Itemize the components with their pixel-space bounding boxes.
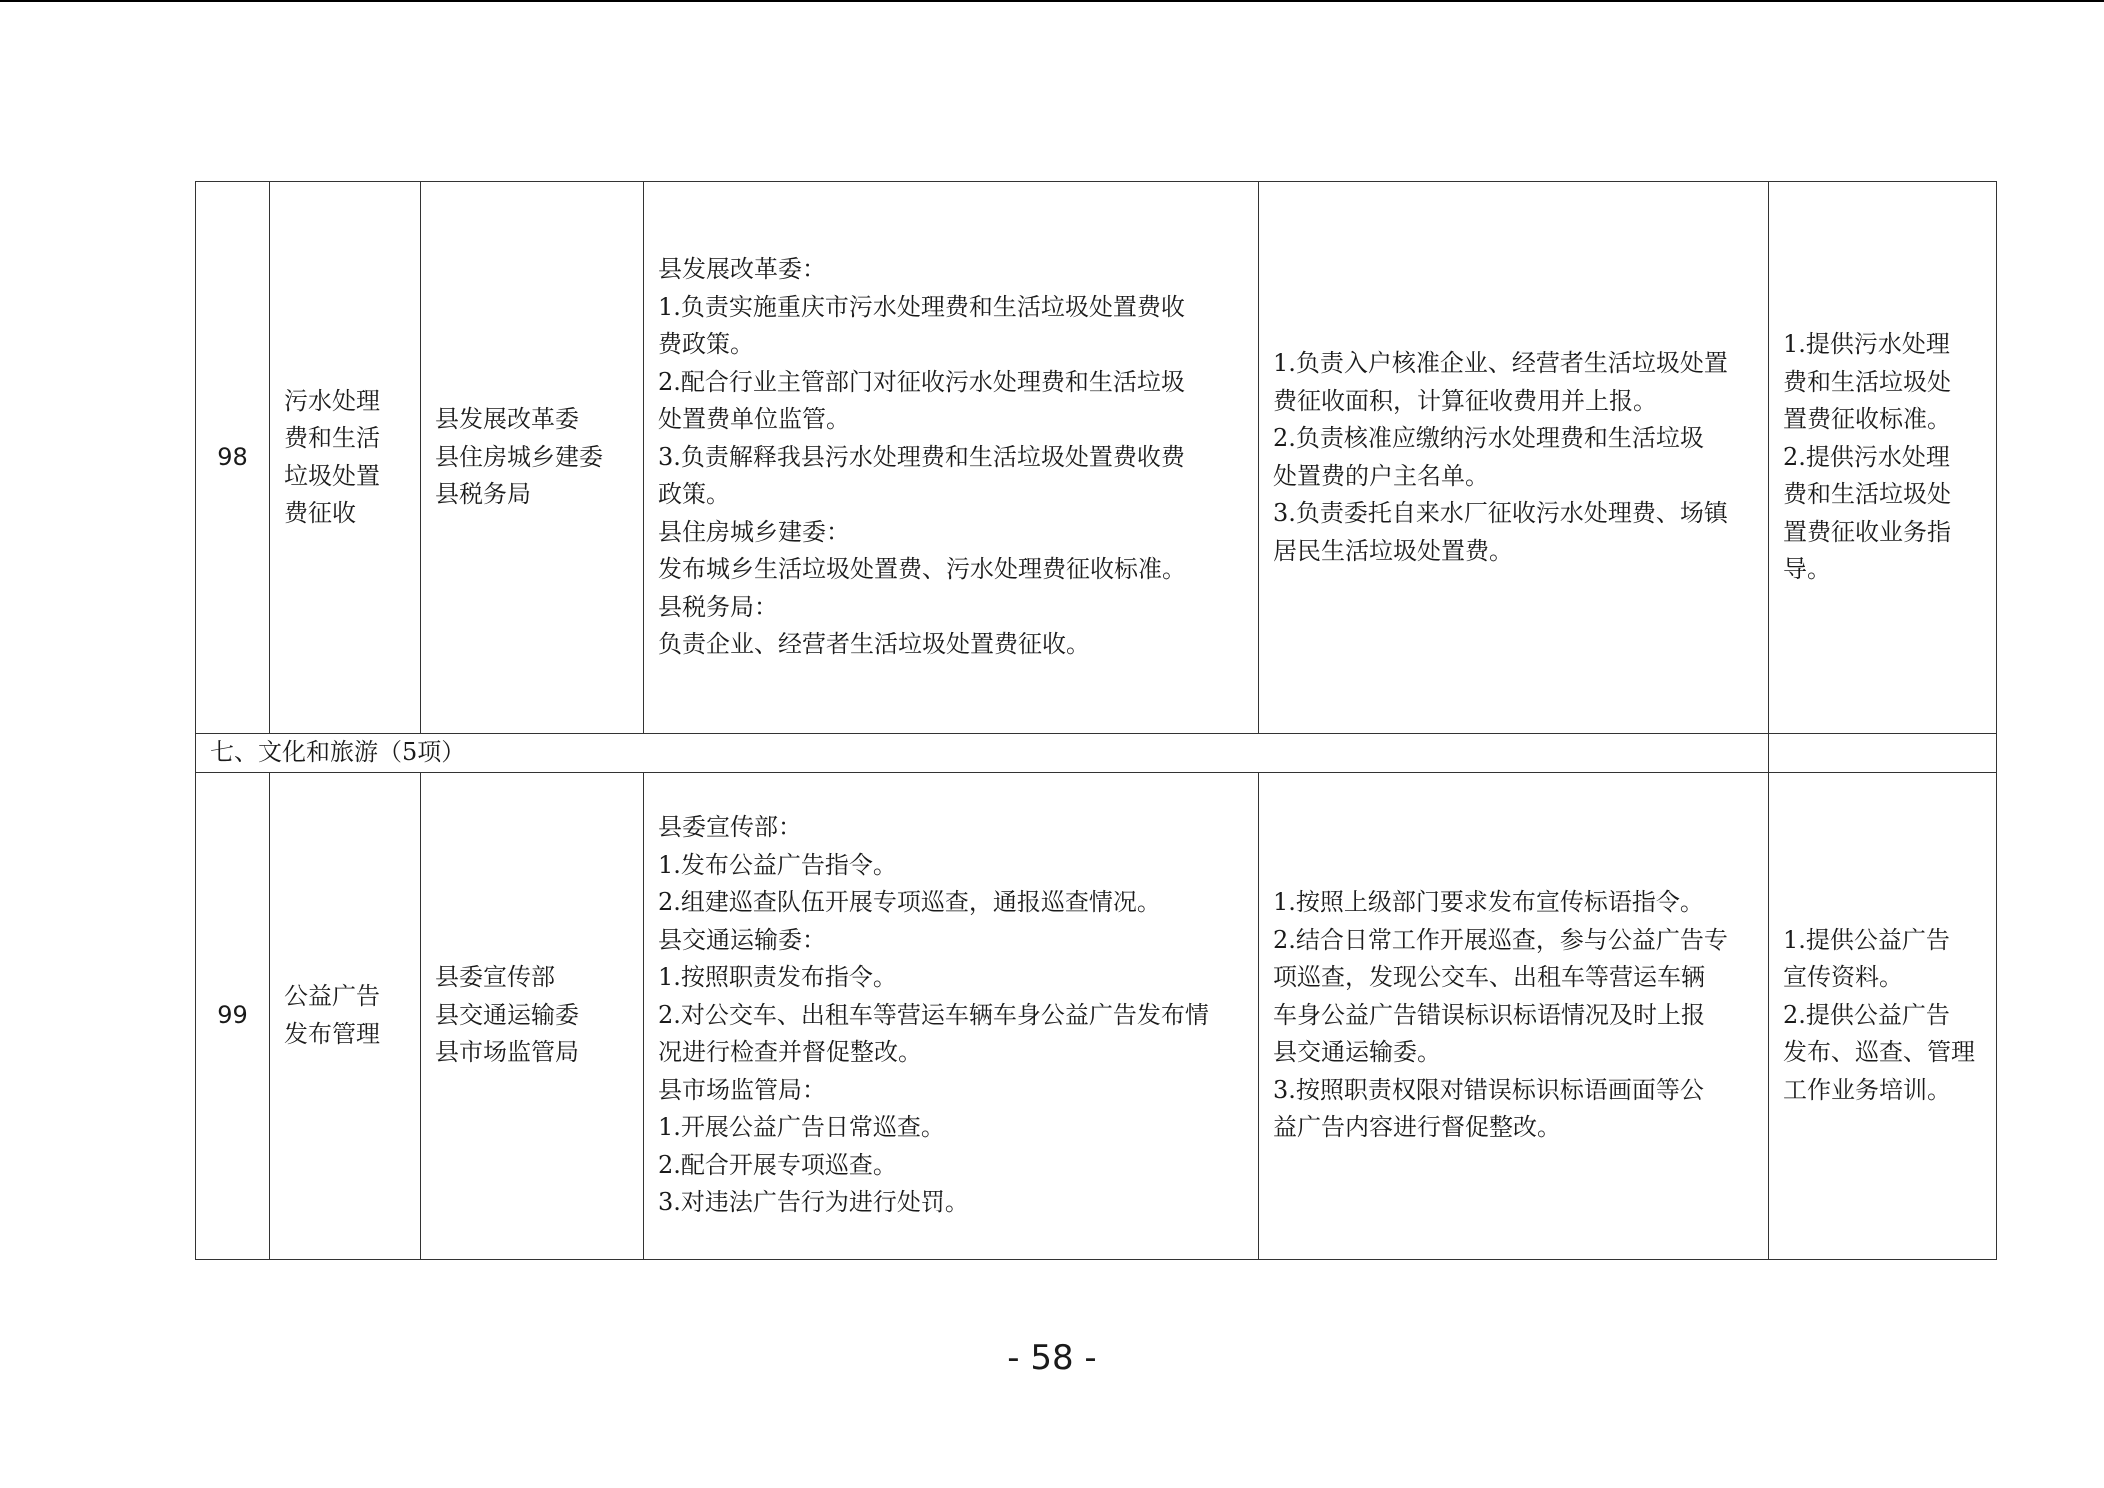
text-line: 3.按照职责权限对错误标识标语画面等公 xyxy=(1273,1075,1704,1104)
section-header-row xyxy=(196,734,1997,773)
page-number: - 58 - xyxy=(1007,1338,1097,1378)
page-top-border xyxy=(0,0,2104,2)
text-line: 县住房城乡建委 xyxy=(435,442,603,471)
text-line: 县住房城乡建委： xyxy=(658,517,850,546)
text-line: 置费征收标准。 xyxy=(1783,405,1951,434)
text-line: 2.配合行业主管部门对征收污水处理费和生活垃圾 xyxy=(658,367,1185,396)
text-line: 费和生活垃圾处 xyxy=(1783,480,1951,509)
text-line: 县发展改革委 xyxy=(435,405,579,434)
row-number: 99 xyxy=(196,772,270,1259)
town-duties-cell xyxy=(1259,182,1769,734)
support-cell xyxy=(1769,182,1997,734)
text-line: 污水处理 xyxy=(284,386,380,415)
text-line: 2.提供污水处理 xyxy=(1783,442,1950,471)
text-line: 政策。 xyxy=(658,480,730,509)
text-line: 1.提供公益广告 xyxy=(1783,925,1950,954)
text-line: 居民生活垃圾处置费。 xyxy=(1273,536,1513,565)
text-line: 1.负责实施重庆市污水处理费和生活垃圾处置费收 xyxy=(658,292,1185,321)
support-cell xyxy=(1769,772,1997,1259)
text-line: 费和生活垃圾处 xyxy=(1783,367,1951,396)
text-line: 宣传资料。 xyxy=(1783,963,1903,992)
text-line: 况进行检查并督促整改。 xyxy=(658,1038,922,1067)
text-line: 费征收 xyxy=(284,499,356,527)
text-line: 1.开展公益广告日常巡查。 xyxy=(658,1113,945,1142)
text-line: 1.按照上级部门要求发布宣传标语指令。 xyxy=(1273,888,1704,917)
text-line: 发布管理 xyxy=(284,1019,380,1048)
text-line: 益广告内容进行督促整改。 xyxy=(1273,1113,1561,1142)
table-row xyxy=(196,772,1997,1259)
text-line: 2.对公交车、出租车等营运车辆车身公益广告发布情 xyxy=(658,1000,1209,1029)
text-line: 县交通运输委。 xyxy=(1273,1038,1441,1067)
text-line: 置费征收业务指 xyxy=(1783,517,1951,546)
text-line: 1.发布公益广告指令。 xyxy=(658,850,897,879)
town-duties-cell xyxy=(1259,772,1769,1259)
text-line: 2.组建巡查队伍开展专项巡查，通报巡查情况。 xyxy=(658,888,1161,917)
row-number: 98 xyxy=(196,182,270,734)
text-line: 处置费的户主名单。 xyxy=(1273,461,1489,490)
text-line: 县委宣传部： xyxy=(658,813,802,842)
text-line: 1.按照职责发布指令。 xyxy=(658,963,897,992)
text-line: 3.负责委托自来水厂征收污水处理费、场镇 xyxy=(1273,499,1728,527)
departments-cell xyxy=(421,772,644,1259)
text-line: 2.负责核准应缴纳污水处理费和生活垃圾 xyxy=(1273,424,1704,452)
item-name-cell xyxy=(270,772,421,1259)
text-line: 车身公益广告错误标识标语情况及时上报 xyxy=(1273,1000,1705,1029)
table-row xyxy=(196,182,1997,734)
county-duties-cell xyxy=(644,772,1259,1259)
item-name-cell xyxy=(270,182,421,734)
text-line: 发布、巡查、管理 xyxy=(1783,1038,1975,1067)
text-line: 3.对违法广告行为进行处罚。 xyxy=(658,1188,969,1217)
text-line: 垃圾处置 xyxy=(284,461,380,490)
text-line: 公益广告 xyxy=(284,982,380,1010)
text-line: 费征收面积，计算征收费用并上报。 xyxy=(1273,386,1657,415)
text-line: 处置费单位监管。 xyxy=(658,405,850,434)
text-line: 导。 xyxy=(1783,555,1831,584)
text-line: 1.提供污水处理 xyxy=(1783,330,1950,359)
section-empty-cell xyxy=(1769,734,1997,773)
responsibility-table xyxy=(195,181,1997,1260)
departments-cell xyxy=(421,182,644,734)
text-line: 发布城乡生活垃圾处置费、污水处理费征收标准。 xyxy=(658,555,1186,584)
text-line: 县委宣传部 xyxy=(435,963,555,992)
text-line: 县交通运输委 xyxy=(435,1000,579,1029)
text-line: 工作业务培训。 xyxy=(1783,1075,1951,1104)
text-line: 费政策。 xyxy=(658,330,754,359)
text-line: 3.负责解释我县污水处理费和生活垃圾处置费收费 xyxy=(658,442,1185,471)
text-line: 负责企业、经营者生活垃圾处置费征收。 xyxy=(658,630,1090,659)
text-line: 2.提供公益广告 xyxy=(1783,1000,1950,1029)
text-line: 县市场监管局 xyxy=(435,1038,579,1067)
text-line: 1.负责入户核准企业、经营者生活垃圾处置 xyxy=(1273,349,1728,377)
text-line: 县税务局 xyxy=(435,480,531,509)
text-line: 县发展改革委： xyxy=(658,255,826,284)
text-line: 项巡查，发现公交车、出租车等营运车辆 xyxy=(1273,963,1705,992)
text-line: 2.结合日常工作开展巡查，参与公益广告专 xyxy=(1273,925,1728,954)
section-title: 七、文化和旅游（5项） xyxy=(196,734,1769,773)
text-line: 2.配合开展专项巡查。 xyxy=(658,1150,897,1179)
text-line: 县交通运输委： xyxy=(658,925,826,954)
county-duties-cell xyxy=(644,182,1259,734)
text-line: 县市场监管局： xyxy=(658,1075,826,1104)
text-line: 费和生活 xyxy=(284,424,380,452)
text-line: 县税务局： xyxy=(658,592,778,621)
